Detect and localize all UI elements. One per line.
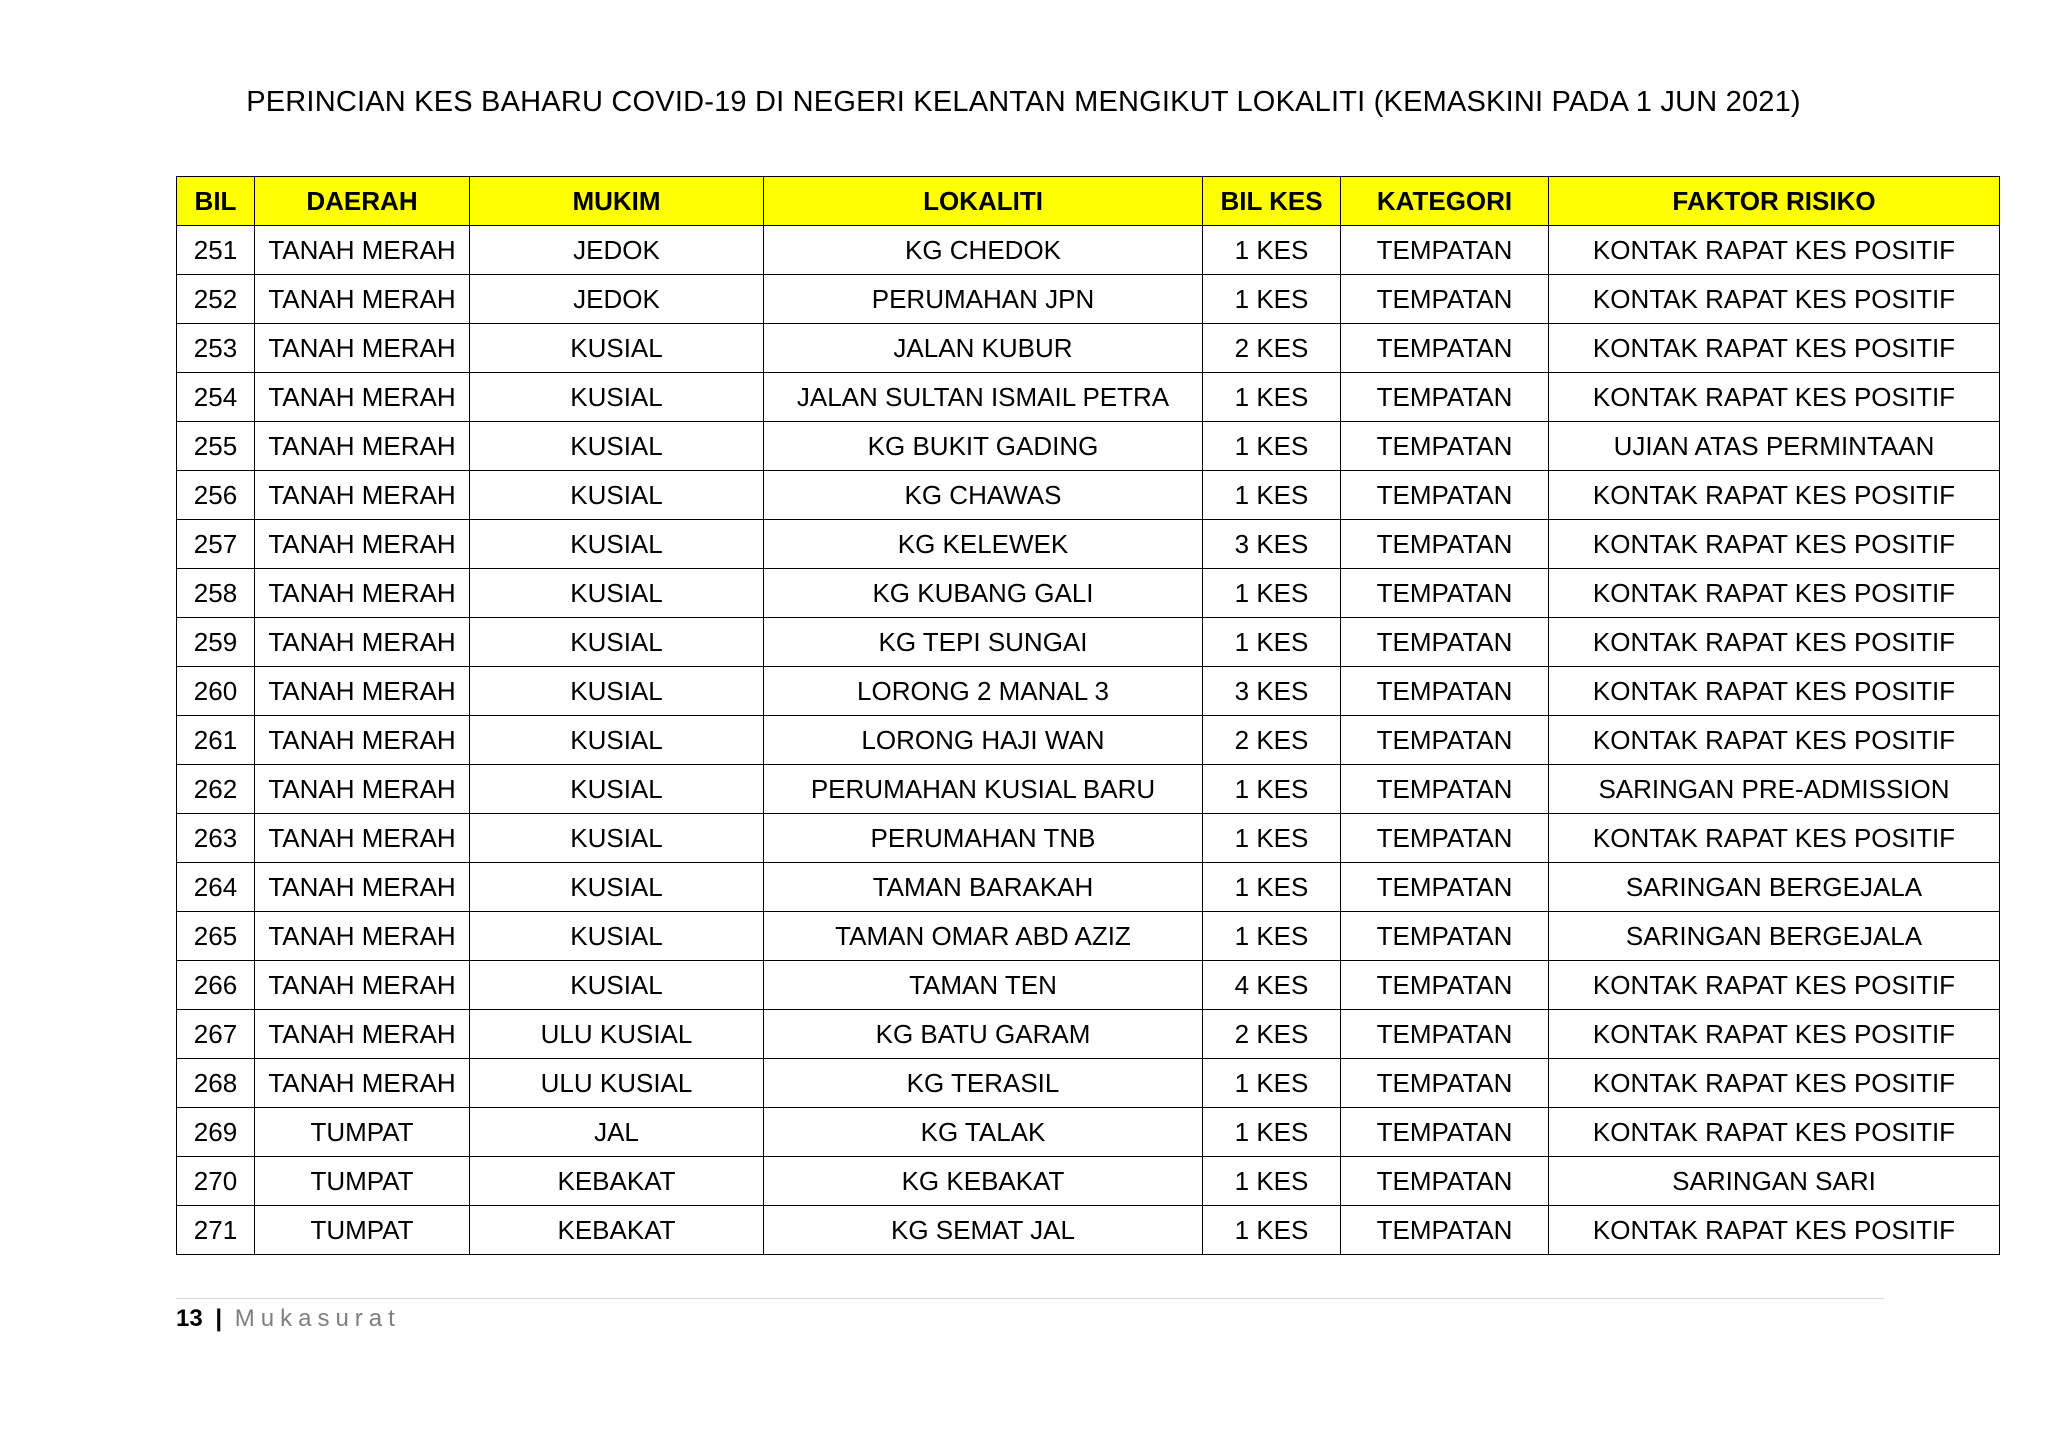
column-header: MUKIM <box>470 177 764 226</box>
table-cell: TEMPATAN <box>1341 765 1549 814</box>
table-cell: 1 KES <box>1203 471 1341 520</box>
table-cell: TANAH MERAH <box>255 226 470 275</box>
table-cell: 254 <box>177 373 255 422</box>
table-cell: KUSIAL <box>470 373 764 422</box>
table-cell: KG CHAWAS <box>764 471 1203 520</box>
table-cell: 2 KES <box>1203 324 1341 373</box>
table-cell: 255 <box>177 422 255 471</box>
table-cell: TANAH MERAH <box>255 569 470 618</box>
table-row <box>177 373 2000 422</box>
table-cell: TANAH MERAH <box>255 716 470 765</box>
table-row <box>177 520 2000 569</box>
table-cell: TEMPATAN <box>1341 226 1549 275</box>
table-cell: SARINGAN SARI <box>1549 1157 2000 1206</box>
table-cell: 261 <box>177 716 255 765</box>
table-row <box>177 569 2000 618</box>
table-cell: PERUMAHAN TNB <box>764 814 1203 863</box>
table-cell: 1 KES <box>1203 569 1341 618</box>
table-cell: TANAH MERAH <box>255 1010 470 1059</box>
table-cell: 1 KES <box>1203 1108 1341 1157</box>
table-cell: KONTAK RAPAT KES POSITIF <box>1549 226 2000 275</box>
table-cell: KONTAK RAPAT KES POSITIF <box>1549 471 2000 520</box>
table-cell: TAMAN OMAR ABD AZIZ <box>764 912 1203 961</box>
table-cell: 4 KES <box>1203 961 1341 1010</box>
table-cell: KG BATU GARAM <box>764 1010 1203 1059</box>
table-cell: TEMPATAN <box>1341 471 1549 520</box>
table-cell: 263 <box>177 814 255 863</box>
table-cell: KG BUKIT GADING <box>764 422 1203 471</box>
table-cell: 1 KES <box>1203 765 1341 814</box>
table-cell: TEMPATAN <box>1341 961 1549 1010</box>
table-cell: 256 <box>177 471 255 520</box>
table-cell: 264 <box>177 863 255 912</box>
table-cell: 1 KES <box>1203 1059 1341 1108</box>
table-cell: 251 <box>177 226 255 275</box>
table-cell: 252 <box>177 275 255 324</box>
table-cell: KONTAK RAPAT KES POSITIF <box>1549 716 2000 765</box>
table-row <box>177 814 2000 863</box>
table-cell: KUSIAL <box>470 961 764 1010</box>
table-cell: KONTAK RAPAT KES POSITIF <box>1549 275 2000 324</box>
table-row <box>177 961 2000 1010</box>
table-row <box>177 863 2000 912</box>
table-cell: 1 KES <box>1203 863 1341 912</box>
table-cell: 1 KES <box>1203 226 1341 275</box>
table-cell: KONTAK RAPAT KES POSITIF <box>1549 324 2000 373</box>
table-cell: 2 KES <box>1203 1010 1341 1059</box>
table-cell: TANAH MERAH <box>255 324 470 373</box>
table-body <box>177 226 2000 1255</box>
table-cell: 3 KES <box>1203 520 1341 569</box>
table-row <box>177 667 2000 716</box>
table-cell: 1 KES <box>1203 1206 1341 1255</box>
table-row <box>177 618 2000 667</box>
table-cell: JEDOK <box>470 226 764 275</box>
table-cell: ULU KUSIAL <box>470 1059 764 1108</box>
table-row <box>177 912 2000 961</box>
table-cell: TANAH MERAH <box>255 961 470 1010</box>
table-cell: 262 <box>177 765 255 814</box>
table-row <box>177 765 2000 814</box>
table-cell: 260 <box>177 667 255 716</box>
table-cell: TEMPATAN <box>1341 1010 1549 1059</box>
table-cell: KG KEBAKAT <box>764 1157 1203 1206</box>
table-cell: TANAH MERAH <box>255 373 470 422</box>
table-cell: KG CHEDOK <box>764 226 1203 275</box>
table-cell: TEMPATAN <box>1341 373 1549 422</box>
table-cell: 267 <box>177 1010 255 1059</box>
table-cell: TEMPATAN <box>1341 1108 1549 1157</box>
table-cell: TEMPATAN <box>1341 912 1549 961</box>
table-cell: 1 KES <box>1203 814 1341 863</box>
table-row <box>177 1157 2000 1206</box>
table-row <box>177 1059 2000 1108</box>
cases-table <box>176 176 2000 1255</box>
table-header-row <box>177 177 2000 226</box>
table-cell: TEMPATAN <box>1341 275 1549 324</box>
table-cell: 253 <box>177 324 255 373</box>
table-cell: KUSIAL <box>470 618 764 667</box>
table-cell: TEMPATAN <box>1341 1157 1549 1206</box>
table-cell: LORONG 2 MANAL 3 <box>764 667 1203 716</box>
table-cell: TUMPAT <box>255 1206 470 1255</box>
table-cell: KUSIAL <box>470 716 764 765</box>
table-cell: 259 <box>177 618 255 667</box>
table-cell: TEMPATAN <box>1341 1206 1549 1255</box>
table-cell: KONTAK RAPAT KES POSITIF <box>1549 618 2000 667</box>
table-cell: KUSIAL <box>470 765 764 814</box>
table-cell: KG KELEWEK <box>764 520 1203 569</box>
table-cell: TANAH MERAH <box>255 912 470 961</box>
table-cell: 268 <box>177 1059 255 1108</box>
table-cell: KONTAK RAPAT KES POSITIF <box>1549 961 2000 1010</box>
table-cell: 1 KES <box>1203 275 1341 324</box>
table-cell: 266 <box>177 961 255 1010</box>
table-cell: TEMPATAN <box>1341 716 1549 765</box>
table-cell: 3 KES <box>1203 667 1341 716</box>
page-label: Mukasurat <box>234 1305 401 1332</box>
table-cell: TANAH MERAH <box>255 520 470 569</box>
table-cell: 1 KES <box>1203 422 1341 471</box>
table-cell: 270 <box>177 1157 255 1206</box>
table-cell: TEMPATAN <box>1341 667 1549 716</box>
table-cell: KEBAKAT <box>470 1206 764 1255</box>
table-cell: KG SEMAT JAL <box>764 1206 1203 1255</box>
table-cell: KUSIAL <box>470 324 764 373</box>
table-cell: KUSIAL <box>470 520 764 569</box>
table-cell: TANAH MERAH <box>255 814 470 863</box>
table-cell: UJIAN ATAS PERMINTAAN <box>1549 422 2000 471</box>
table-cell: TANAH MERAH <box>255 471 470 520</box>
table-cell: JEDOK <box>470 275 764 324</box>
table-cell: KUSIAL <box>470 569 764 618</box>
table-cell: KONTAK RAPAT KES POSITIF <box>1549 373 2000 422</box>
footer-divider <box>176 1298 1884 1299</box>
table-cell: TANAH MERAH <box>255 667 470 716</box>
table-cell: 1 KES <box>1203 1157 1341 1206</box>
table-cell: JAL <box>470 1108 764 1157</box>
table-cell: 258 <box>177 569 255 618</box>
table-cell: TANAH MERAH <box>255 618 470 667</box>
table-cell: TANAH MERAH <box>255 1059 470 1108</box>
table-cell: 1 KES <box>1203 373 1341 422</box>
table-cell: PERUMAHAN KUSIAL BARU <box>764 765 1203 814</box>
column-header: DAERAH <box>255 177 470 226</box>
table-cell: KUSIAL <box>470 422 764 471</box>
table-row <box>177 1010 2000 1059</box>
table-cell: TAMAN TEN <box>764 961 1203 1010</box>
column-header: FAKTOR RISIKO <box>1549 177 2000 226</box>
table-cell: TANAH MERAH <box>255 422 470 471</box>
table-cell: KG TERASIL <box>764 1059 1203 1108</box>
page-title: PERINCIAN KES BAHARU COVID-19 DI NEGERI KELANTAN MENGIKUT LOKALITI (KEMASKINI PADA 1 JUN 2021) <box>246 86 1801 118</box>
table-row <box>177 226 2000 275</box>
table-row <box>177 471 2000 520</box>
table-cell: KONTAK RAPAT KES POSITIF <box>1549 569 2000 618</box>
table-cell: JALAN KUBUR <box>764 324 1203 373</box>
table-cell: 271 <box>177 1206 255 1255</box>
table-cell: KONTAK RAPAT KES POSITIF <box>1549 814 2000 863</box>
table-cell: KONTAK RAPAT KES POSITIF <box>1549 1108 2000 1157</box>
table-cell: 269 <box>177 1108 255 1157</box>
table-cell: TANAH MERAH <box>255 275 470 324</box>
page-footer <box>176 1305 401 1333</box>
table-row <box>177 1108 2000 1157</box>
table-cell: 265 <box>177 912 255 961</box>
table-cell: 1 KES <box>1203 912 1341 961</box>
table-cell: TANAH MERAH <box>255 765 470 814</box>
table-cell: SARINGAN PRE-ADMISSION <box>1549 765 2000 814</box>
table-cell: KG KUBANG GALI <box>764 569 1203 618</box>
table-cell: TEMPATAN <box>1341 569 1549 618</box>
table-cell: SARINGAN BERGEJALA <box>1549 863 2000 912</box>
table-cell: ULU KUSIAL <box>470 1010 764 1059</box>
table-cell: KONTAK RAPAT KES POSITIF <box>1549 1206 2000 1255</box>
table-cell: KONTAK RAPAT KES POSITIF <box>1549 667 2000 716</box>
table-cell: KG TALAK <box>764 1108 1203 1157</box>
table-cell: KG TEPI SUNGAI <box>764 618 1203 667</box>
column-header: BIL KES <box>1203 177 1341 226</box>
table-cell: 257 <box>177 520 255 569</box>
table-cell: PERUMAHAN JPN <box>764 275 1203 324</box>
table-row <box>177 275 2000 324</box>
table-cell: SARINGAN BERGEJALA <box>1549 912 2000 961</box>
table-cell: TEMPATAN <box>1341 520 1549 569</box>
table-cell: JALAN SULTAN ISMAIL PETRA <box>764 373 1203 422</box>
table-cell: TUMPAT <box>255 1157 470 1206</box>
column-header: LOKALITI <box>764 177 1203 226</box>
page-number: 13 <box>176 1305 203 1332</box>
table-cell: KUSIAL <box>470 912 764 961</box>
table-cell: KUSIAL <box>470 814 764 863</box>
table-row <box>177 716 2000 765</box>
table-cell: KUSIAL <box>470 667 764 716</box>
column-header: BIL <box>177 177 255 226</box>
table-cell: TEMPATAN <box>1341 814 1549 863</box>
table-cell: TEMPATAN <box>1341 618 1549 667</box>
table-cell: TAMAN BARAKAH <box>764 863 1203 912</box>
table-row <box>177 324 2000 373</box>
table-cell: KUSIAL <box>470 471 764 520</box>
cases-table-container <box>176 176 1999 1255</box>
table-cell: TUMPAT <box>255 1108 470 1157</box>
table-cell: KEBAKAT <box>470 1157 764 1206</box>
table-cell: KONTAK RAPAT KES POSITIF <box>1549 1059 2000 1108</box>
table-row <box>177 422 2000 471</box>
table-cell: KONTAK RAPAT KES POSITIF <box>1549 520 2000 569</box>
table-cell: TEMPATAN <box>1341 1059 1549 1108</box>
column-header: KATEGORI <box>1341 177 1549 226</box>
table-cell: TEMPATAN <box>1341 324 1549 373</box>
table-row <box>177 1206 2000 1255</box>
table-cell: 1 KES <box>1203 618 1341 667</box>
table-cell: TANAH MERAH <box>255 863 470 912</box>
table-cell: TEMPATAN <box>1341 422 1549 471</box>
table-cell: KUSIAL <box>470 863 764 912</box>
table-cell: KONTAK RAPAT KES POSITIF <box>1549 1010 2000 1059</box>
table-cell: 2 KES <box>1203 716 1341 765</box>
footer-separator: | <box>215 1305 223 1332</box>
table-cell: TEMPATAN <box>1341 863 1549 912</box>
table-cell: LORONG HAJI WAN <box>764 716 1203 765</box>
